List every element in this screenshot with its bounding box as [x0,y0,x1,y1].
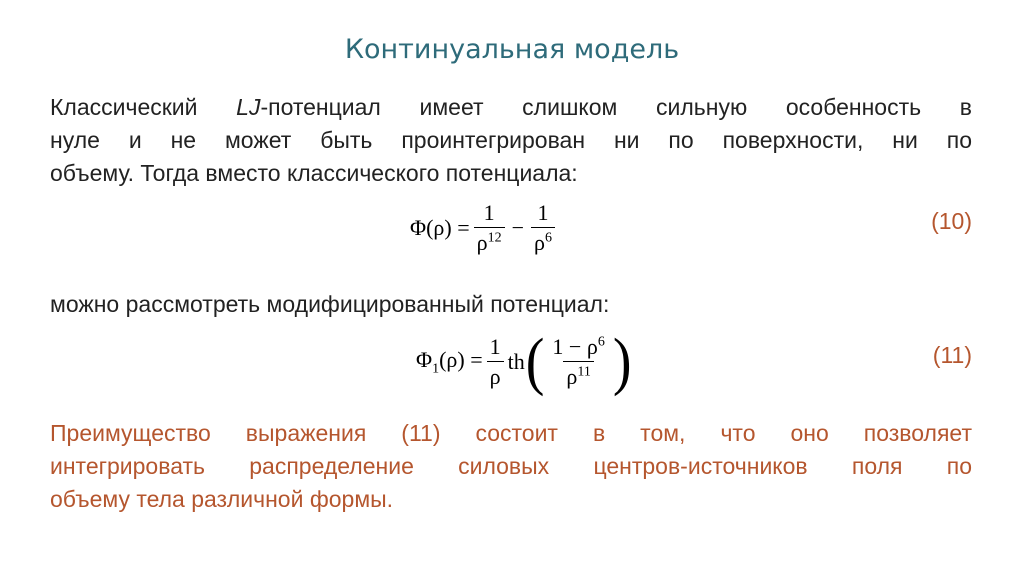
modified-potential-text: можно рассмотреть модифицированный потенциал: [50,291,610,317]
inner-numerator-base: 1 − ρ [552,334,598,359]
phi-argument: (ρ) = [439,346,483,372]
slide-title: Континуальная модель [344,34,680,65]
intro-line-1-pre: Классический [50,94,237,120]
fraction-numerator: 1 [483,200,495,225]
intro-line-2: нуле и не может быть проинтегрирован ни по поверхности, ни по [50,127,972,153]
formula-10-fraction-1 [474,202,505,254]
formula-11-inner-fraction [549,336,607,388]
fraction-numerator: 1 [489,334,501,359]
fraction-denominator [531,227,555,254]
left-paren: ( [525,326,545,398]
inner-numerator [549,336,607,361]
formula-11-lhs [416,347,483,377]
denominator-exponent: 6 [545,230,553,246]
minus-sign: − [511,215,525,240]
equation-number-10: (10) [931,208,972,234]
fraction-denominator [474,227,505,254]
phi-subscript: 1 [432,361,440,377]
right-paren: ) [612,326,632,398]
fraction-denominator: ρ [487,361,504,388]
intro-line-1 [50,91,972,124]
formula-10 [410,196,559,260]
inner-numerator-exponent: 6 [597,334,605,350]
inner-denominator-exponent: 11 [577,364,591,380]
formula-10-fraction-2 [531,202,555,254]
inner-denominator-base: ρ [566,364,578,389]
denominator-base: ρ [476,230,488,255]
inner-denominator [563,361,593,388]
fraction-numerator: 1 [537,200,549,225]
lj-term: LJ [236,94,261,120]
formula-10-lhs: Φ(ρ) = [410,215,470,240]
intro-line-3: объему. Тогда вместо классического потенциала: [50,160,578,186]
advantage-line-3: объему тела различной формы. [50,486,394,512]
formula-11 [416,325,632,399]
advantage-line-2: интегрировать распределение силовых центров-источников поля по [50,453,972,479]
th-function: th [507,349,525,374]
denominator-exponent: 12 [487,230,502,246]
phi-symbol: Φ [416,346,433,372]
intro-paragraph [50,91,972,190]
advantage-line-1: Преимущество выражения (11) состоит в том, что оно позволяет [50,420,972,446]
intro-line-1-post: -потенциал имеет слишком сильную особенность в [260,94,972,120]
advantage-paragraph [50,417,972,516]
denominator-base: ρ [534,230,546,255]
formula-11-fraction [487,336,504,388]
equation-number-11: (11) [932,342,972,368]
